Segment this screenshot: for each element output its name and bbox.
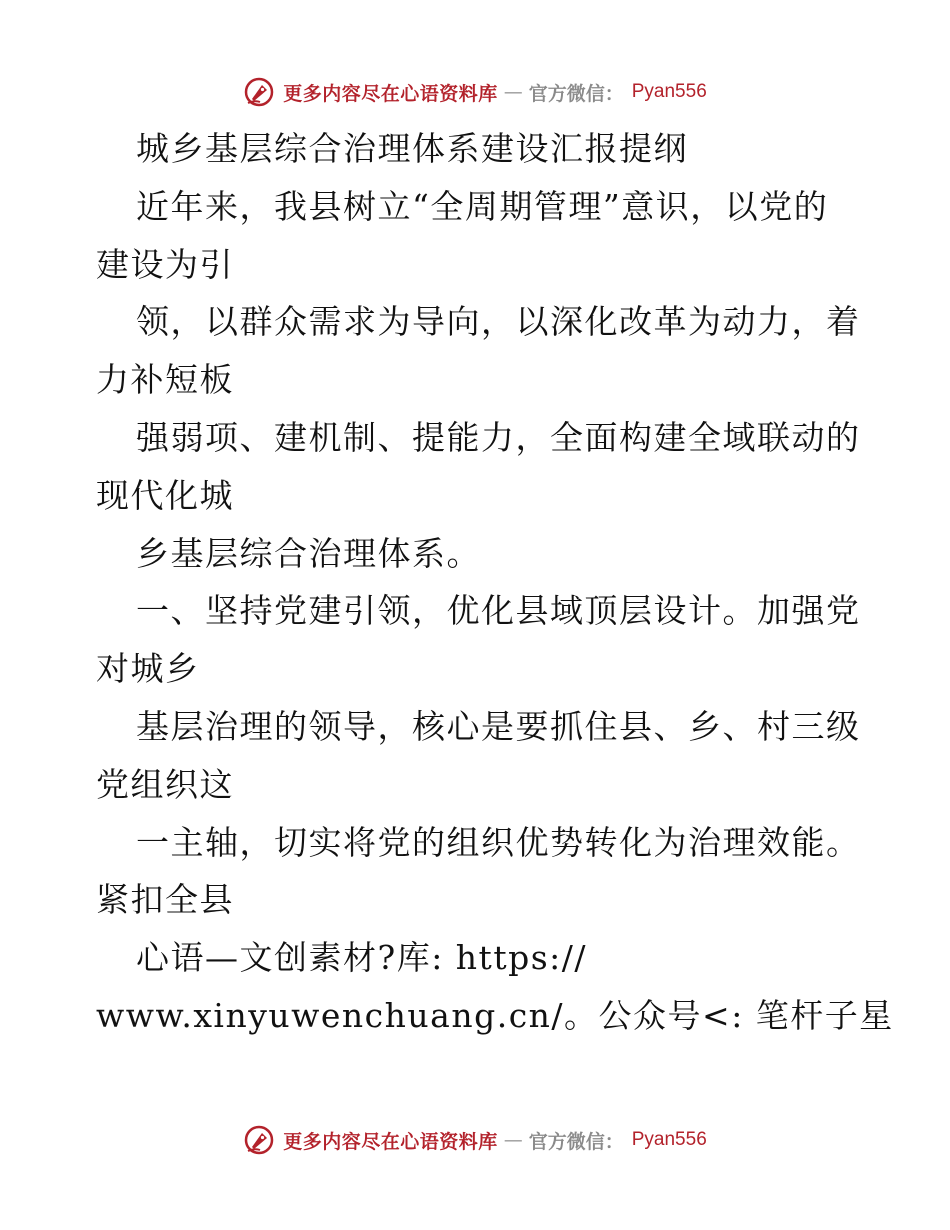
pen-nib-logo-icon	[243, 1124, 275, 1156]
paragraph-line: 建设为引	[96, 244, 234, 284]
banner-sub-text: 官方微信：	[528, 1130, 624, 1153]
banner-dash: —	[503, 1129, 523, 1151]
paragraph-line: 强弱项、建机制、提能力，全面构建全域联动的	[136, 417, 861, 457]
document-body	[96, 120, 894, 1045]
section-heading-line: 一、坚持党建引领，优化县域顶层设计。加强党	[136, 591, 861, 631]
banner-dash: —	[503, 81, 523, 103]
paragraph-line: 力补短板	[96, 360, 234, 400]
banner-sub-text: 官方微信：	[528, 82, 624, 105]
paragraph-line: 乡基层综合治理体系。	[136, 533, 481, 573]
banner-main-text: 更多内容尽在心语资料库	[283, 1130, 498, 1153]
source-url-line: www.xinyuwenchuang.cn/。公众号<: 笔杆子星	[96, 995, 894, 1035]
document-title: 城乡基层综合治理体系建设汇报提纲	[136, 129, 688, 168]
banner-wechat-id: Pyan556	[631, 81, 707, 102]
paragraph-line: 领，以群众需求为导向，以深化改革为动力，着	[136, 302, 861, 342]
footer-banner	[0, 1120, 950, 1160]
paragraph-line: 紧扣全县	[96, 880, 234, 920]
paragraph-line: 一主轴，切实将党的组织优势转化为治理效能。	[136, 822, 861, 862]
paragraph-line: 近年来，我县树立“全周期管理”意识，以党的	[136, 186, 829, 226]
source-line: 心语—文创素材?库: https://	[136, 938, 587, 978]
paragraph-line: 现代化城	[96, 475, 234, 515]
pen-nib-logo-icon	[243, 76, 275, 108]
header-banner	[0, 72, 950, 112]
paragraph-line: 党组织这	[96, 764, 234, 804]
paragraph-line: 对城乡	[96, 649, 200, 689]
banner-main-text: 更多内容尽在心语资料库	[283, 82, 498, 105]
paragraph-line: 基层治理的领导，核心是要抓住县、乡、村三级	[136, 706, 861, 746]
banner-wechat-id: Pyan556	[631, 1129, 707, 1150]
